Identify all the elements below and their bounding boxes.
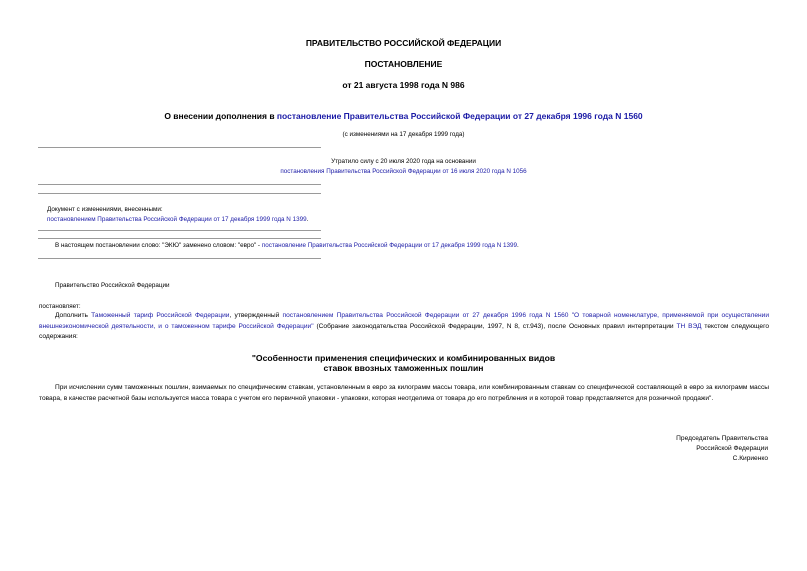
title-prefix: О внесении дополнения в (164, 111, 277, 121)
divider (38, 230, 321, 231)
divider (38, 193, 321, 194)
government-label: Правительство Российской Федерации (55, 282, 170, 289)
main-p4: текстом следующего содержания: (39, 322, 769, 340)
divider (38, 147, 321, 148)
tn-ved-link[interactable]: ТН ВЭД (676, 322, 702, 330)
expired-link-wrap (0, 168, 807, 175)
changes-label: Документ с изменениями, внесенными: (47, 206, 163, 213)
resolution-link[interactable]: постановлением Правительства Российской Федерации от 27 декабря 1996 года N 1560 "О товарной номенклатуре, применяемой при осуществлении внешнеэкономической деятельности, и о таможенном тарифе Российской Федерации" (39, 312, 770, 330)
changes-link[interactable]: постановлением Правительства Российской Федерации от 17 декабря 1999 года N 1399 (47, 216, 307, 223)
date-number-heading: от 21 августа 1998 года N 986 (342, 80, 465, 90)
doc-type-heading: ПОСТАНОВЛЕНИЕ (364, 59, 443, 69)
divider (38, 184, 321, 185)
signature-block (676, 434, 768, 464)
main-p2: , утвержденный (229, 312, 283, 319)
changes-tail: . (306, 216, 309, 223)
replacement-link[interactable]: постановление Правительства Российской Федерации от 17 декабря 1999 года N 1399 (261, 242, 518, 249)
section-title-line1: "Особенности применения специфических и комбинированных видов (251, 353, 556, 363)
title-link[interactable]: постановление Правительства Российской Федерации от 27 декабря 1996 года N 1560 (276, 111, 643, 121)
replacement-tail: . (517, 242, 519, 249)
amended-note: (с изменениями на 17 декабря 1999 года) (342, 131, 465, 138)
divider (38, 238, 321, 239)
body-paragraph: При исчислении сумм таможенных пошлин, взимаемых по специфическим ставкам, установленным в евро за килограмм массы товара, или комбинированным ставкам со специфической составляющей в евро за килограмм массы товара, в качестве расчетной базы используется масса товара с учетом его первичной упаковки - упаковки, которая неотделима от товара до его потребления и в которой товар представляется для розничной продажи". (39, 384, 769, 402)
main-p1: Дополнить (55, 312, 92, 319)
changes-line (47, 216, 308, 223)
signature-line1: Председатель Правительства (676, 435, 768, 442)
signature-line3: С.Кириенко (732, 455, 768, 462)
replacement-text: В настоящем постановлении слово: "ЭКЮ" заменено словом: "евро" - (55, 242, 262, 249)
signature-line2: Российской Федерации (696, 445, 768, 452)
main-paragraph (39, 311, 769, 343)
main-p3: (Собрание законодательства Российской Федерации, 1997, N 8, ст.943), после Основных правил интерпретации (313, 322, 677, 330)
decides-label: постановляет: (39, 303, 81, 310)
expired-link[interactable]: постановления Правительства Российской Федерации от 16 июля 2020 года N 1056 (280, 168, 527, 175)
expired-line: Утратило силу с 20 июля 2020 года на основании (331, 158, 476, 165)
divider (38, 258, 321, 259)
section-title-line2: ставок ввозных таможенных пошлин (323, 363, 484, 373)
replacement-note (55, 242, 519, 249)
tariff-link[interactable]: Таможенный тариф Российской Федерации (91, 312, 230, 319)
org-heading: ПРАВИТЕЛЬСТВО РОССИЙСКОЙ ФЕДЕРАЦИИ (305, 38, 502, 48)
document-title (0, 111, 807, 121)
